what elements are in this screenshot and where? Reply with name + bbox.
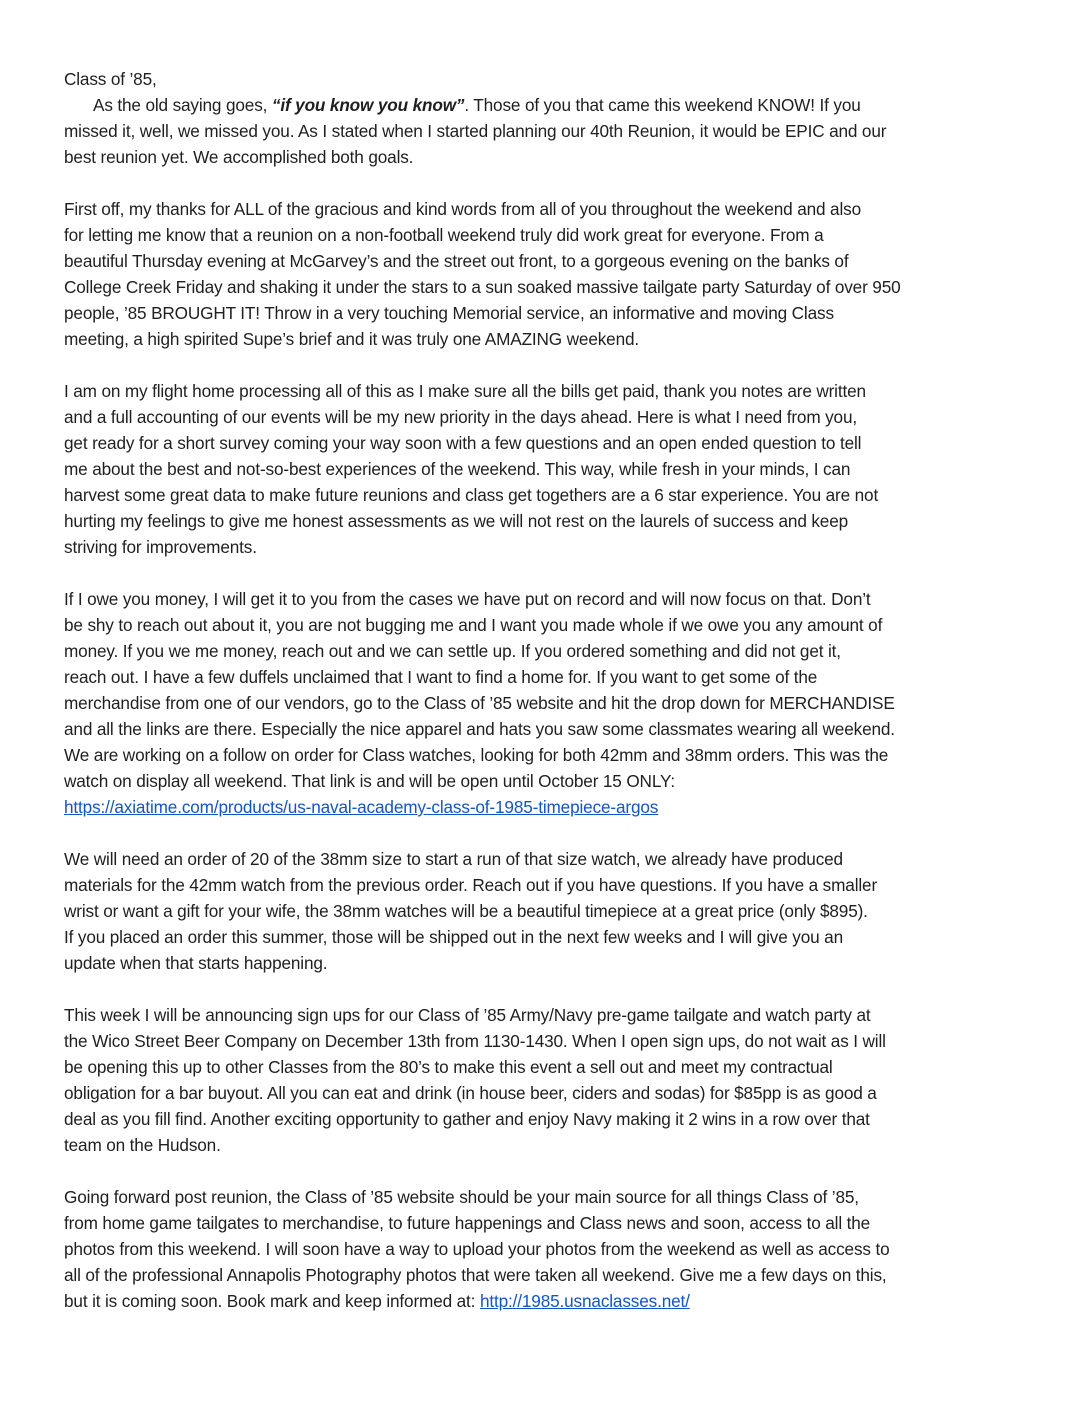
paragraph-gap bbox=[64, 820, 1044, 846]
watch-order-link[interactable]: https://axiatime.com/products/us-naval-academy-class-of-1985-timepiece-argos bbox=[64, 797, 659, 817]
text-line: best reunion yet. We accomplished both goals. bbox=[64, 147, 414, 167]
intro-line-1-post: . Those of you that came this weekend KNOW! If you bbox=[464, 95, 861, 115]
text-line: obligation for a bar buyout. All you can eat and drink (in house beer, ciders and sodas) for $85pp is as good a bbox=[64, 1083, 877, 1103]
text-line: materials for the 42mm watch from the previous order. Reach out if you have questions. If you have a smaller bbox=[64, 875, 878, 895]
text-line: for letting me know that a reunion on a non-football weekend truly did work great for everyone. From a bbox=[64, 225, 824, 245]
paragraph-gap bbox=[64, 560, 1044, 586]
paragraph-gap bbox=[64, 976, 1044, 1002]
paragraph-gap bbox=[64, 1158, 1044, 1184]
text-line: and all the links are there. Especially the nice apparel and hats you saw some classmates wearing all weekend. bbox=[64, 719, 895, 739]
text-line: reach out. I have a few duffels unclaimed that I want to find a home for. If you want to get some of the bbox=[64, 667, 818, 687]
text-line: be shy to reach out about it, you are not bugging me and I want you made whole if we owe you any amount of bbox=[64, 615, 883, 635]
paragraph-thanks bbox=[64, 196, 1044, 352]
text-line: We are working on a follow on order for Class watches, looking for both 42mm and 38mm orders. This was the bbox=[64, 745, 889, 765]
saying-quote: “if you know you know” bbox=[271, 95, 465, 115]
letter-body bbox=[64, 66, 1044, 1314]
class-website-link[interactable]: http://1985.usnaclasses.net/ bbox=[479, 1291, 690, 1311]
paragraph-money-merch bbox=[64, 586, 1044, 820]
watch-link-line bbox=[64, 794, 1044, 820]
text-line: I am on my flight home processing all of this as I make sure all the bills get paid, thank you notes are written bbox=[64, 381, 866, 401]
intro-line-1-pre: As the old saying goes, bbox=[93, 95, 272, 115]
text-line: This week I will be announcing sign ups for our Class of ’85 Army/Navy pre-game tailgate and watch party at bbox=[64, 1005, 871, 1025]
text-line: photos from this weekend. I will soon have a way to upload your photos from the weekend as well as access to bbox=[64, 1239, 890, 1259]
text-line: people, ’85 BROUGHT IT! Throw in a very touching Memorial service, an informative and moving Class bbox=[64, 303, 834, 323]
paragraph-website bbox=[64, 1184, 1044, 1314]
text-line: First off, my thanks for ALL of the gracious and kind words from all of you throughout the weekend and also bbox=[64, 199, 861, 219]
text-line: all of the professional Annapolis Photography photos that were taken all weekend. Give me a few days on this, bbox=[64, 1265, 887, 1285]
paragraph-army-navy bbox=[64, 1002, 1044, 1158]
paragraph-survey bbox=[64, 378, 1044, 560]
text-line: meeting, a high spirited Supe’s brief and it was truly one AMAZING weekend. bbox=[64, 329, 640, 349]
paragraph-gap bbox=[64, 170, 1044, 196]
text-line: update when that starts happening. bbox=[64, 953, 328, 973]
text-line: striving for improvements. bbox=[64, 537, 257, 557]
paragraph-watch-order bbox=[64, 846, 1044, 976]
text-line: and a full accounting of our events will be my new priority in the days ahead. Here is what I need from you, bbox=[64, 407, 857, 427]
text-line: harvest some great data to make future reunions and class get togethers are a 6 star experience. You are not bbox=[64, 485, 879, 505]
salutation: Class of ’85, bbox=[64, 69, 157, 89]
text-line: deal as you fill find. Another exciting opportunity to gather and enjoy Navy making it 2 wins in a row over that bbox=[64, 1109, 870, 1129]
text-line: money. If you we me money, reach out and we can settle up. If you ordered something and did not get it, bbox=[64, 641, 841, 661]
text-line: get ready for a short survey coming your way soon with a few questions and an open ended question to tell bbox=[64, 433, 862, 453]
text-line: hurting my feelings to give me honest assessments as we will not rest on the laurels of success and keep bbox=[64, 511, 849, 531]
text-line: If I owe you money, I will get it to you from the cases we have put on record and will now focus on that. Don’t bbox=[64, 589, 871, 609]
text-line: missed it, well, we missed you. As I stated when I started planning our 40th Reunion, it would be EPIC and our bbox=[64, 121, 887, 141]
text-line: Going forward post reunion, the Class of ’85 website should be your main source for all things Class of ’85, bbox=[64, 1187, 859, 1207]
website-line-text: but it is coming soon. Book mark and keep informed at: bbox=[64, 1291, 480, 1311]
text-line: watch on display all weekend. That link is and will be open until October 15 ONLY: bbox=[64, 771, 675, 791]
text-line: me about the best and not-so-best experiences of the weekend. This way, while fresh in your minds, I can bbox=[64, 459, 851, 479]
paragraph-intro bbox=[64, 92, 1044, 170]
paragraph-gap bbox=[64, 352, 1044, 378]
text-line: College Creek Friday and shaking it under the stars to a sun soaked massive tailgate party Saturday of over 950 bbox=[64, 277, 901, 297]
text-line: be opening this up to other Classes from the 80’s to make this event a sell out and meet my contractual bbox=[64, 1057, 833, 1077]
text-line: If you placed an order this summer, those will be shipped out in the next few weeks and I will give you an bbox=[64, 927, 843, 947]
text-line: team on the Hudson. bbox=[64, 1135, 221, 1155]
text-line: the Wico Street Beer Company on December 13th from 1130-1430. When I open sign ups, do not wait as I will bbox=[64, 1031, 886, 1051]
text-line: beautiful Thursday evening at McGarvey’s and the street out front, to a gorgeous evening on the banks of bbox=[64, 251, 849, 271]
text-line: from home game tailgates to merchandise, to future happenings and Class news and soon, access to all the bbox=[64, 1213, 871, 1233]
website-link-line bbox=[64, 1288, 1044, 1314]
text-line: wrist or want a gift for your wife, the 38mm watches will be a beautiful timepiece at a great price (only $895). bbox=[64, 901, 868, 921]
intro-line-1 bbox=[64, 92, 1044, 118]
text-line: We will need an order of 20 of the 38mm size to start a run of that size watch, we already have produced bbox=[64, 849, 843, 869]
text-line: merchandise from one of our vendors, go to the Class of ’85 website and hit the drop down for MERCHANDISE bbox=[64, 693, 895, 713]
